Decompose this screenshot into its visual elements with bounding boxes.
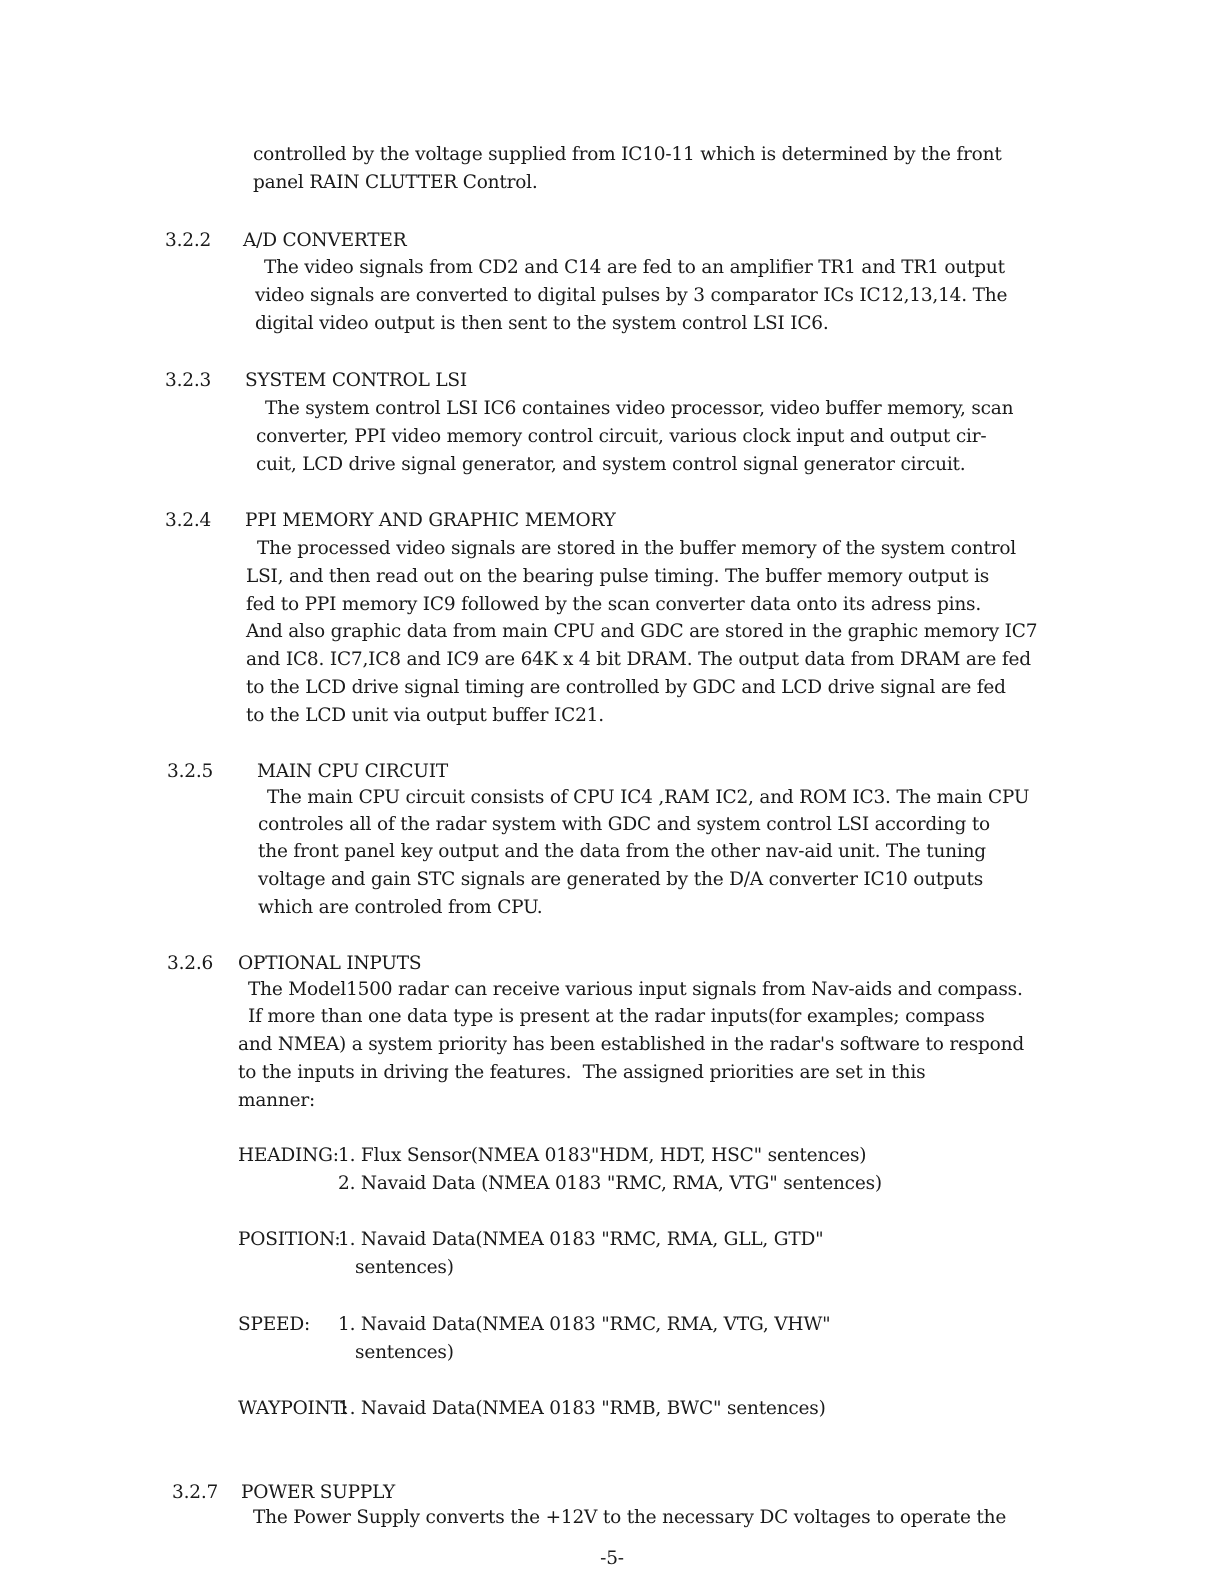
priority-item: 1. Navaid Data(NMEA 0183 "RMB, BWC" sentences) bbox=[338, 1398, 826, 1419]
section-title-power-supply: POWER SUPPLY bbox=[241, 1482, 396, 1503]
section-line: manner: bbox=[238, 1090, 316, 1111]
priority-label-waypoint: WAYPOINT: bbox=[238, 1398, 349, 1419]
section-line: to the LCD unit via output buffer IC21. bbox=[246, 705, 604, 726]
priority-item: 1. Flux Sensor(NMEA 0183"HDM, HDT, HSC" sentences) bbox=[338, 1145, 867, 1166]
section-line: controles all of the radar system with GDC and system control LSI according to bbox=[258, 814, 990, 835]
section-number-3-2-7: 3.2.7 bbox=[172, 1482, 219, 1503]
section-title-ppi-memory: PPI MEMORY AND GRAPHIC MEMORY bbox=[245, 510, 616, 531]
section-line: The video signals from CD2 and C14 are fed to an amplifier TR1 and TR1 output bbox=[264, 257, 1005, 278]
page-number: -5- bbox=[600, 1548, 624, 1569]
section-line: voltage and gain STC signals are generated by the D/A converter IC10 outputs bbox=[258, 869, 984, 890]
section-title-optional-inputs: OPTIONAL INPUTS bbox=[238, 953, 422, 974]
section-line: and NMEA) a system priority has been established in the radar's software to respond bbox=[238, 1034, 1024, 1055]
intro-line-2: panel RAIN CLUTTER Control. bbox=[253, 172, 538, 193]
section-line: and IC8. IC7,IC8 and IC9 are 64K x 4 bit DRAM. The output data from DRAM are fed bbox=[246, 649, 1031, 670]
section-title-ad-converter: A/D CONVERTER bbox=[243, 230, 407, 251]
priority-item: 2. Navaid Data (NMEA 0183 "RMC, RMA, VTG" sentences) bbox=[338, 1173, 882, 1194]
section-line: digital video output is then sent to the system control LSI IC6. bbox=[255, 313, 829, 334]
priority-item: sentences) bbox=[338, 1342, 454, 1363]
priority-item: 1. Navaid Data(NMEA 0183 "RMC, RMA, VTG, VHW" bbox=[338, 1314, 831, 1335]
section-line: cuit, LCD drive signal generator, and system control signal generator circuit. bbox=[256, 454, 966, 475]
section-line: The Model1500 radar can receive various input signals from Nav-aids and compass. bbox=[248, 979, 1023, 1000]
section-line: fed to PPI memory IC9 followed by the scan converter data onto its adress pins. bbox=[246, 594, 982, 615]
section-line: to the LCD drive signal timing are controlled by GDC and LCD drive signal are fed bbox=[246, 677, 1006, 698]
intro-line-1: controlled by the voltage supplied from IC10-11 which is determined by the front bbox=[253, 144, 1002, 165]
section-title-system-control-lsi: SYSTEM CONTROL LSI bbox=[245, 370, 468, 391]
section-line: video signals are converted to digital pulses by 3 comparator ICs IC12,13,14. The bbox=[255, 285, 1008, 306]
section-line: The system control LSI IC6 containes video processor, video buffer memory, scan bbox=[265, 398, 1014, 419]
section-line: LSI, and then read out on the bearing pulse timing. The buffer memory output is bbox=[246, 566, 990, 587]
section-line: The processed video signals are stored in the buffer memory of the system control bbox=[257, 538, 1017, 559]
section-line: And also graphic data from main CPU and GDC are stored in the graphic memory IC7 bbox=[246, 621, 1038, 642]
section-line: which are controled from CPU. bbox=[258, 897, 543, 918]
section-line: The main CPU circuit consists of CPU IC4 ,RAM IC2, and ROM IC3. The main CPU bbox=[267, 787, 1030, 808]
section-number-3-2-5: 3.2.5 bbox=[167, 761, 214, 782]
section-number-3-2-6: 3.2.6 bbox=[167, 953, 214, 974]
section-line: If more than one data type is present at the radar inputs(for examples; compass bbox=[248, 1006, 985, 1027]
section-line: to the inputs in driving the features. The assigned priorities are set in this bbox=[238, 1062, 926, 1083]
section-number-3-2-4: 3.2.4 bbox=[165, 510, 212, 531]
priority-item: 1. Navaid Data(NMEA 0183 "RMC, RMA, GLL, GTD" bbox=[338, 1229, 824, 1250]
priority-label-heading: HEADING: bbox=[238, 1145, 339, 1166]
priority-label-position: POSITION: bbox=[238, 1229, 341, 1250]
section-number-3-2-3: 3.2.3 bbox=[165, 370, 212, 391]
section-line: converter, PPI video memory control circuit, various clock input and output cir- bbox=[256, 426, 987, 447]
priority-label-speed: SPEED: bbox=[238, 1314, 310, 1335]
section-number-3-2-2: 3.2.2 bbox=[165, 230, 212, 251]
priority-item: sentences) bbox=[338, 1257, 454, 1278]
section-line: The Power Supply converts the +12V to the necessary DC voltages to operate the bbox=[253, 1507, 1007, 1528]
section-title-main-cpu-circuit: MAIN CPU CIRCUIT bbox=[257, 761, 449, 782]
section-line: the front panel key output and the data from the other nav-aid unit. The tuning bbox=[258, 841, 986, 862]
